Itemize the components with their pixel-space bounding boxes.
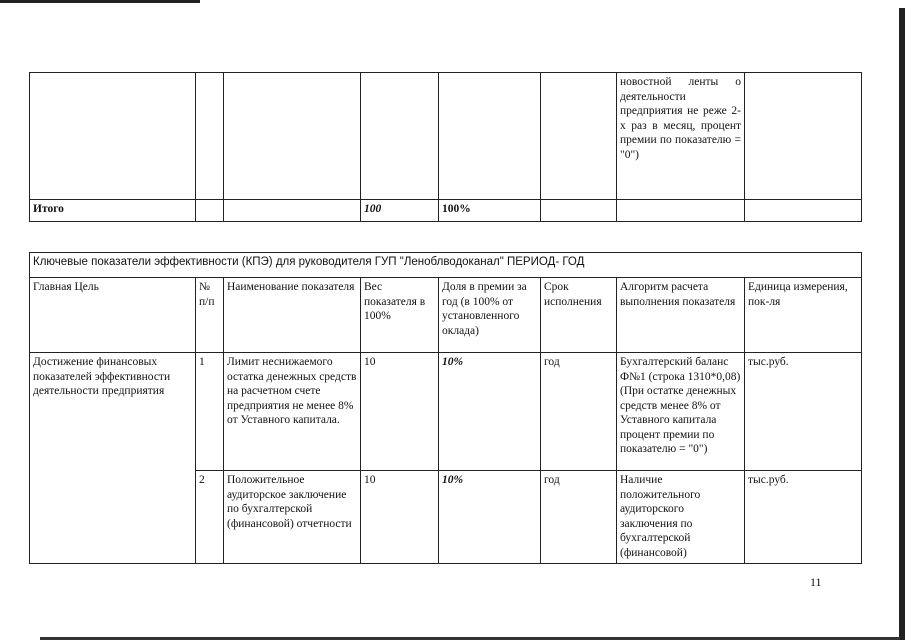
scan-edge-right: [899, 8, 905, 640]
row-name: Положительное аудиторское заключение по бухгалтерской (финансовой) отчетности: [224, 471, 361, 564]
page-number: 11: [810, 575, 822, 589]
cell-unit: [745, 73, 862, 200]
cell-term: [541, 200, 617, 222]
header-num: № п/п: [196, 278, 224, 353]
kpi-header-row: [30, 278, 862, 353]
row-num: 1: [196, 353, 224, 471]
row-share: 10%: [439, 353, 541, 471]
total-label: Итого: [30, 200, 196, 222]
kpi-table: [29, 252, 862, 564]
row-num: 2: [196, 471, 224, 564]
cell-unit: [745, 200, 862, 222]
total-weight: 100: [361, 200, 439, 222]
cell-goal: [30, 73, 196, 200]
cell-algorithm: [617, 200, 745, 222]
row-term: год: [541, 471, 617, 564]
header-share: Доля в премии за год (в 100% от установленного оклада): [439, 278, 541, 353]
total-row: [30, 200, 862, 222]
continuation-table: [29, 72, 862, 222]
row-algorithm: Наличие положительного аудиторского заключения по бухгалтерской (финансовой): [617, 471, 745, 564]
header-algorithm: Алгоритм расчета выполнения показателя: [617, 278, 745, 353]
total-share: 100%: [439, 200, 541, 222]
cell-share: [439, 73, 541, 200]
header-name: Наименование показателя: [224, 278, 361, 353]
header-unit: Единица измерения, пок-ля: [745, 278, 862, 353]
cell-num: [196, 200, 224, 222]
cell-term: [541, 73, 617, 200]
row-name: Лимит неснижаемого остатка денежных средств на расчетном счете предприятия не менее 8% от Уставного капитала.: [224, 353, 361, 471]
table-row: [30, 353, 862, 471]
cell-name: [224, 200, 361, 222]
row-weight: 10: [361, 471, 439, 564]
kpi-table-title: Ключевые показатели эффективности (КПЭ) для руководителя ГУП "Леноблводоканал" ПЕРИОД- ГОД: [30, 253, 862, 278]
row-weight: 10: [361, 353, 439, 471]
row-share: 10%: [439, 471, 541, 564]
continuation-algorithm: новостной ленты о деятельности предприятия не реже 2-х раз в месяц, процент премии по показателю = "0"): [617, 73, 745, 200]
row-unit: тыс.руб.: [745, 471, 862, 564]
cell-name: [224, 73, 361, 200]
kpi-title-row: [30, 253, 862, 278]
row-algorithm: Бухгалтерский баланс Ф№1 (строка 1310*0,08) (При остатке денежных средств менее 8% от Уставного капитала процент премии по показателю = "0"): [617, 353, 745, 471]
continuation-row: [30, 73, 862, 200]
scan-edge-top: [0, 0, 200, 3]
row-term: год: [541, 353, 617, 471]
goal-cell: Достижение финансовых показателей эффективности деятельности предприятия: [30, 353, 196, 564]
row-unit: тыс.руб.: [745, 353, 862, 471]
header-term: Срок исполнения: [541, 278, 617, 353]
cell-num: [196, 73, 224, 200]
cell-weight: [361, 73, 439, 200]
header-goal: Главная Цель: [30, 278, 196, 353]
header-weight: Вес показателя в 100%: [361, 278, 439, 353]
